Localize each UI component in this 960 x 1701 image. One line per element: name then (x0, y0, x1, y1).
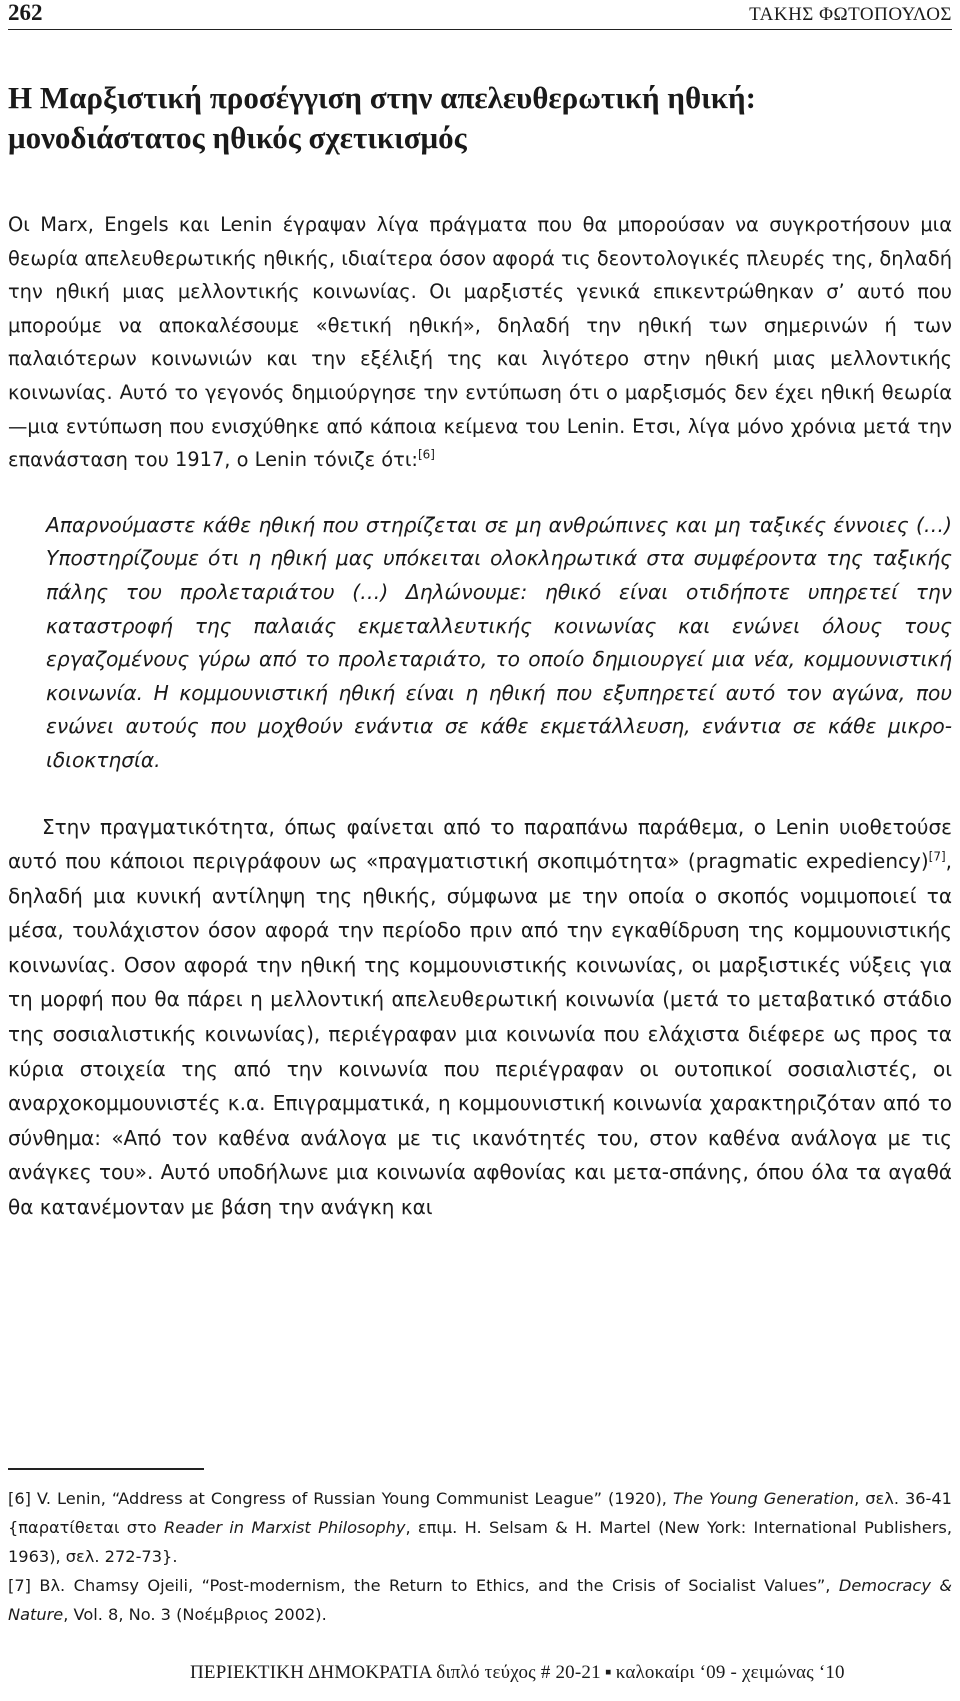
footnote-6-title-1: The Young Generation (672, 1489, 855, 1508)
footnote-6-part-2: , σελ. 36-41 {παρατίθεται στο (8, 1489, 952, 1537)
document-page (8, 0, 952, 1701)
paragraph-1-text: Οι Marx, Engels και Lenin έγραψαν λίγα πράγματα που θα μπορούσαν να συγκροτήσουν μια θεωρία απελευθερωτικής ηθικής, ιδιαίτερα όσον αφορά τις δεοντολογικές πλευρές της, δηλαδή την ηθική μιας μελλοντικής κοινωνίας. Οι μαρξιστές γενικά επικεντρώθηκαν σ’ αυτό που μπορούμε να αποκαλέσουμε «θετική ηθική», δηλαδή την ηθική των σημερινών ή των παλαιότερων κοινωνιών και την εξέλιξή της και λιγότερο στην ηθική μιας μελλοντικής κοινωνίας. Αυτό το γεγονός δημιούργησε την εντύπωση ότι ο μαρξισμός δεν έχει ηθική θεωρία —μια εντύπωση που ενισχύθηκε από κάποια κείμενα του Lenin. Ετσι, λίγα μόνο χρόνια μετά την επανάσταση του 1917, ο Lenin τόνιζε ότι: (8, 213, 952, 472)
footnote-7-marker: [7] (8, 1576, 31, 1595)
footnote-rule (8, 1468, 204, 1470)
running-header (8, 0, 952, 30)
footnote-7-title-1: Democracy & Nature (8, 1576, 952, 1624)
section-title (8, 78, 952, 158)
footnote-7-part-1: Βλ. Chamsy Ojeili, “Post-modernism, the Return to Ethics, and the Crisis of Socialist Values”, (39, 1576, 831, 1595)
paragraph-2-text-a: Στην πραγματικότητα, όπως φαίνεται από το παραπάνω παράθεμα, ο Lenin υιοθετούσε αυτό που κάποιοι περιγράφουν ως «πραγματιστική σκοπιμότητα» (pragmatic expediency) (8, 814, 952, 874)
footnote-7 (8, 1571, 952, 1629)
running-author: ΤΑΚΗΣ ΦΩΤΟΠΟΥΛΟΣ (749, 4, 952, 25)
footnote-7-part-2: , Vol. 8, No. 3 (Νοέμβριος 2002). (63, 1605, 327, 1624)
footer-season: καλοκαίρι ‘09 - χειμώνας ‘10 (615, 1662, 845, 1683)
section-title-line-1: Η Μαρξιστική προσέγγιση στην απελευθερωτική ηθική: (8, 80, 756, 115)
block-quote: Απαρνούμαστε κάθε ηθική που στηρίζεται σε μη ανθρώπινες και μη ταξικές έννοιες (…) Υποστηρίζουμε ότι η ηθική μας υπόκειται ολοκληρωτικά στα συμφέροντα της ταξικής πάλης του προλεταριάτου (…) Δηλώνουμε: ηθικό είναι οτιδήποτε υπηρετεί την καταστροφή της παλαιάς εκμεταλλευτικής κοινωνίας και ενώνει όλους τους εργαζομένους γύρω από το προλεταριάτο, το οποίο δημιουργεί μια νέα, κομμουνιστική κοινωνία. Η κομμουνιστική ηθική είναι η ηθική που εξυπηρετεί αυτό τον αγώνα, που ενώνει αυτούς που μοχθούν ενάντια σε κάθε εκμετάλλευση, ενάντια σε κάθε μικρο-ιδιοκτησία. (46, 512, 952, 772)
footnote-ref-7[interactable]: [7] (928, 849, 946, 864)
paragraph-2-text-b: , δηλαδή μια κυνική αντίληψη της ηθικής, σύμφωνα με την οποία ο σκοπός νομιμοποιεί τα μέσα, τουλάχιστον όσον αφορά την περίοδο πριν από την εγκαθίδρυση της κομμουνιστικής κοινωνίας. Οσον αφορά την ηθική της κομμουνιστικής κοινωνίας, οι μαρξιστικές νύξεις για τη μορφή που θα πάρει η μελλοντική απελευθερωτική κοινωνία (μετά το μεταβατικό στάδιο της σοσιαλιστικής κοινωνίας), περιέγραφαν μια κοινωνία που ελάχιστα διέφερε ως προς τα κύρια στοιχεία της από την κοινωνία που περιέγραφαν οι ουτοπικοί σοσιαλιστές, οι αναρχοκομμουνιστές κ.α. Επιγραμματικά, η κομμουνιστική κοινωνία χαρακτηριζόταν από το σύνθημα: «Από τον καθένα ανάλογα με τις ικανότητές του, στον καθένα ανάλογα με τις ανάγκες του». Αυτό υποδήλωνε μια κοινωνία αφθονίας και μετα-σπάνης, όπου όλα τα αγαθά θα κατανέμονταν με βάση την ανάγκη και (8, 849, 952, 1220)
footnote-ref-6[interactable]: [6] (417, 447, 435, 462)
page-number: 262 (8, 0, 43, 25)
footnote-6-marker: [6] (8, 1489, 31, 1508)
paragraph-2 (8, 810, 952, 1225)
section-title-line-2: μονοδιάστατος ηθικός σχετικισμός (8, 120, 467, 155)
footer-separator: ▪ (604, 1662, 612, 1683)
footnote-6-part-1: V. Lenin, “Address at Congress of Russian Young Communist League” (1920), (36, 1489, 667, 1508)
footnote-6 (8, 1484, 952, 1571)
paragraph-1 (8, 208, 952, 477)
page-footer (190, 1662, 845, 1684)
footnote-6-part-3: , επιμ. H. Selsam & H. Martel (New York: International Publishers, 1963), σελ. 272-73}. (8, 1518, 952, 1566)
footnote-6-title-2: Reader in Marxist Philosophy (163, 1518, 406, 1537)
footer-journal: ΠΕΡΙΕΚΤΙΚΗ ΔΗΜΟΚΡΑΤΙΑ διπλό τεύχος # 20-21 (190, 1662, 601, 1683)
footnotes (8, 1484, 952, 1629)
